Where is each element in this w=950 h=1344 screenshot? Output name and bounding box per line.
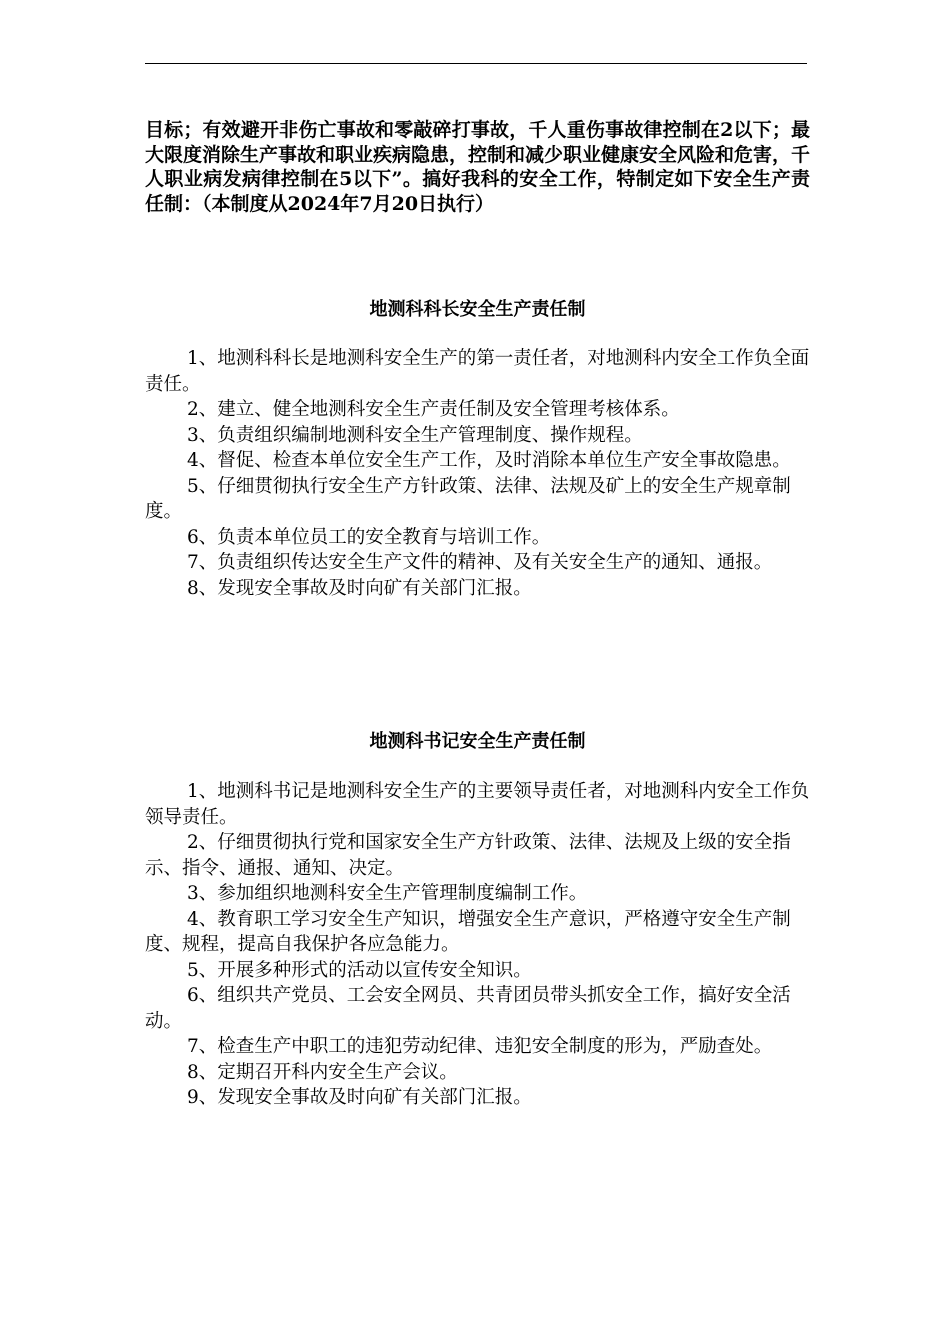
section-title-secretary: 地测科书记安全生产责任制 [369, 731, 586, 752]
chief-responsibility-list [145, 346, 825, 601]
list-item: 7、负责组织传达安全生产文件的精神、及有关安全生产的通知、通报。 [187, 552, 773, 573]
secretary-responsibility-list [145, 779, 825, 1111]
list-item: 8、定期召开科内安全生产会议。 [187, 1061, 458, 1083]
list-item: 4、教育职工学习安全生产知识，增强安全生产意识，严格遵守安全生产制度、规程，提高自我保护各应急能力。 [145, 908, 791, 955]
list-item: 6、组织共产党员、工会安全网员、共青团员带头抓安全工作，搞好安全活动。 [145, 985, 791, 1032]
intro-paragraph: 目标；有效避开非伤亡事故和零敲碎打事故，千人重伤事故律控制在2以下；最大限度消除生产事故和职业疾病隐患，控制和减少职业健康安全风险和危害，千人职业病发病律控制在5以下”。搞好我科的安全工作，特制定如下安全生产责任制：（本制度从2024年7月20日执行） [145, 119, 811, 215]
list-item: 3、负责组织编制地测科安全生产管理制度、操作规程。 [187, 424, 643, 446]
list-item: 7、检查生产中职工的违犯劳动纪律、违犯安全制度的形为，严励查处。 [187, 1036, 773, 1057]
list-item: 1、地测科书记是地测科安全生产的主要领导责任者，对地测科内安全工作负领导责任。 [145, 781, 810, 828]
list-item: 1、地测科科长是地测科安全生产的第一责任者，对地测科内安全工作负全面责任。 [145, 348, 810, 395]
list-item: 2、建立、健全地测科安全生产责任制及安全管理考核体系。 [187, 399, 680, 420]
list-item: 8、发现安全事故及时向矿有关部门汇报。 [187, 577, 532, 599]
list-item: 5、开展多种形式的活动以宣传安全知识。 [187, 959, 532, 981]
list-item: 4、督促、检查本单位安全生产工作，及时消除本单位生产安全事故隐患。 [187, 450, 791, 471]
list-item: 6、负责本单位员工的安全教育与培训工作。 [187, 526, 551, 548]
list-item: 2、仔细贯彻执行党和国家安全生产方针政策、法律、法规及上级的安全指示、指令、通报、通知、决定。 [145, 832, 791, 879]
header-rule [145, 63, 807, 64]
list-item: 3、参加组织地测科安全生产管理制度编制工作。 [187, 883, 588, 904]
section-title-chief: 地测科科长安全生产责任制 [369, 299, 586, 320]
list-item: 9、发现安全事故及时向矿有关部门汇报。 [187, 1087, 532, 1108]
list-item: 5、仔细贯彻执行安全生产方针政策、法律、法规及矿上的安全生产规章制度。 [145, 475, 791, 522]
